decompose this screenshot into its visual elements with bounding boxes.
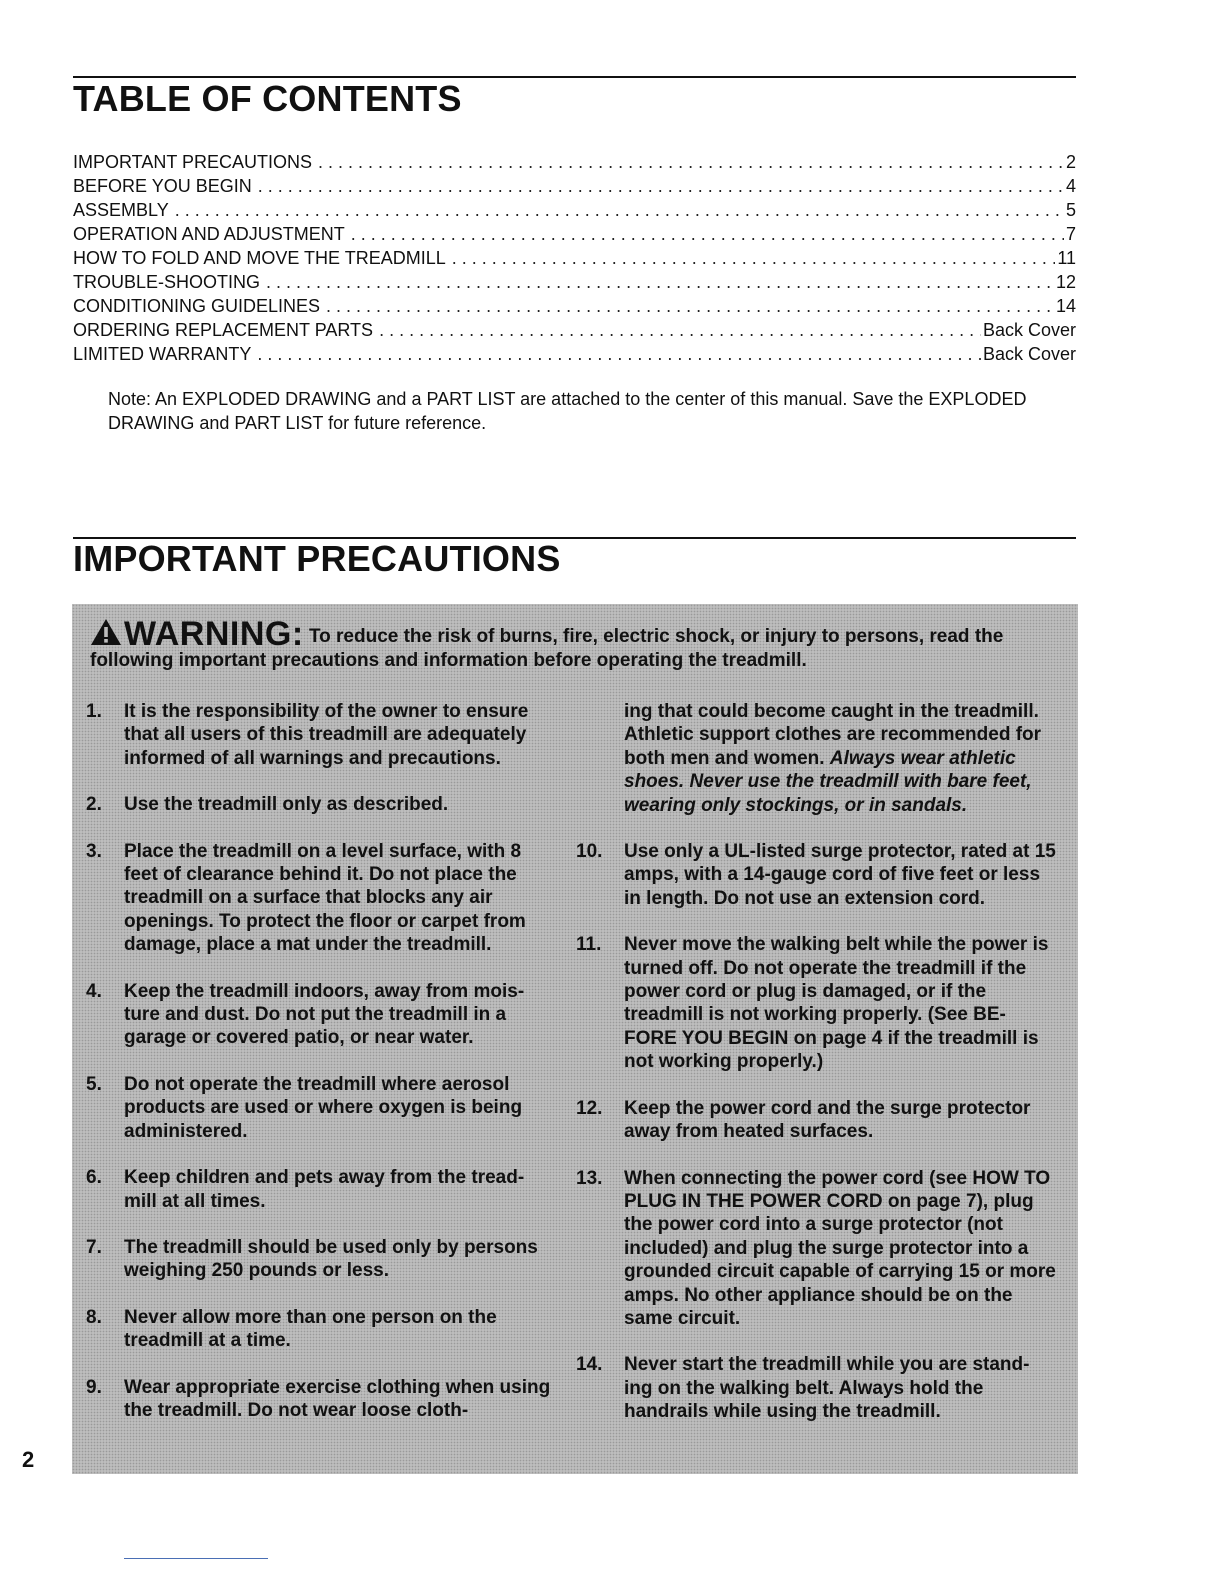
precaution-item: 6. Keep children and pets away from the tread-mill at all times. [86, 1167, 525, 1212]
toc-entry-title: CONDITIONING GUIDELINES [73, 296, 321, 316]
page-number: 2 [22, 1447, 35, 1472]
emphasis-text: Always wear athletic shoes. Never use the treadmill with bare feet, wearing only stockings, or in sandals. [624, 747, 1032, 816]
toc-entry-page: 14 [1055, 296, 1076, 316]
toc-entry[interactable] [73, 294, 1076, 318]
warning-text: To reduce the risk of burns, fire, electric shock, or injury to persons, read the following important precautions and information before operating the treadmill. [90, 626, 1004, 671]
toc-entry-title: TROUBLE-SHOOTING [73, 272, 261, 292]
precaution-item: 2. Use the treadmill only as described. [86, 794, 449, 816]
toc-entry[interactable] [73, 222, 1076, 246]
toc-list [73, 150, 1076, 366]
precaution-item: 3. Place the treadmill on a level surface, with 8 feet of clearance behind it. Do not place the treadmill on a surface that blocks any air openings. To protect the floor or carpet from damage, place a mat under the treadmill. [86, 840, 526, 956]
toc-entry[interactable] [73, 150, 1076, 174]
toc-entry-page: 12 [1055, 272, 1076, 292]
toc-entry-title: HOW TO FOLD AND MOVE THE TREADMILL [73, 248, 446, 268]
toc-entry-page: 4 [1065, 176, 1076, 196]
toc-entry-title: OPERATION AND ADJUSTMENT [73, 224, 345, 244]
precautions-left-column [86, 700, 556, 1445]
toc-entry-title: IMPORTANT PRECAUTIONS [73, 152, 313, 172]
precaution-item: 1. It is the responsibility of the owner to ensure that all users of this treadmill are adequately informed of all warnings and precautions. [86, 701, 529, 769]
toc-entry-page: 2 [1065, 152, 1076, 172]
toc-entry[interactable] [73, 342, 1076, 366]
precautions-right-column [576, 700, 1056, 1447]
precaution-item: 9. Wear appropriate exercise clothing when using the treadmill. Do not wear loose cloth- [86, 1376, 551, 1421]
precaution-item: 7. The treadmill should be used only by persons weighing 250 pounds or less. [86, 1236, 538, 1282]
toc-entry-page: 11 [1057, 248, 1076, 268]
toc-entry-page: Back Cover [982, 344, 1076, 364]
toc-entry[interactable] [73, 198, 1076, 222]
precaution-item-continued: ing that could become caught in the treadmill. Athletic support clothes are recommended for both men and women. Always wear athletic shoes. Never use the treadmill with bare feet, wearing only stockings, or in sandals. [624, 701, 1042, 816]
toc-entry-title: LIMITED WARRANTY [73, 344, 252, 364]
toc-entry-title: ORDERING REPLACEMENT PARTS [73, 320, 374, 340]
precaution-item: 14. Never start the treadmill while you are stand-ing on the walking belt. Always hold the handrails while using the treadmill. [576, 1354, 1030, 1423]
precaution-item: 8. Never allow more than one person on the treadmill at a time. [86, 1306, 497, 1352]
toc-entry-title: ASSEMBLY [73, 200, 169, 220]
toc-title: TABLE OF CONTENTS [73, 78, 462, 119]
toc-entry[interactable] [73, 246, 1076, 270]
toc-entry-page: 5 [1065, 200, 1076, 220]
warning-triangle-icon [90, 618, 122, 646]
toc-entry-page: 7 [1065, 224, 1076, 244]
precaution-item: 12. Keep the power cord and the surge protector away from heated surfaces. [576, 1097, 1031, 1143]
toc-note: Note: An EXPLODED DRAWING and a PART LIST are attached to the center of this manual. Save the EXPLODED DRAWING and PART LIST for future reference. [108, 389, 1027, 433]
precaution-item: 5. Do not operate the treadmill where aerosol products are used or where oxygen is being administered. [86, 1073, 523, 1142]
toc-entry-page: Back Cover [982, 320, 1076, 340]
precaution-item: 10. Use only a UL-listed surge protector, rated at 15 amps, with a 14-gauge cord of five feet or less in length. Do not use an extension cord. [576, 841, 1056, 909]
warning-box [72, 604, 1078, 1474]
warning-label: WARNING: [124, 615, 304, 653]
precaution-item: 4. Keep the treadmill indoors, away from mois-ture and dust. Do not put the treadmill in a garage or covered patio, or near water. [86, 980, 525, 1049]
toc-entry[interactable] [73, 270, 1076, 294]
precautions-title: IMPORTANT PRECAUTIONS [73, 538, 561, 579]
footer-line [124, 1558, 268, 1559]
toc-entry[interactable] [73, 318, 1076, 342]
precaution-item: 11. Never move the walking belt while the power is turned off. Do not operate the treadmill if the power cord or plug is damaged, or if the treadmill is not working properly. (See BE-FORE YOU BEGIN on page 4 if the treadmill is not working properly.) [576, 934, 1049, 1073]
precaution-item: 13. When connecting the power cord (see HOW TO PLUG IN THE POWER CORD on page 7), plug the power cord into a surge protector (not included) and plug the surge protector into a grounded circuit capable of carrying 15 or more amps. No other appliance should be on the same circuit. [576, 1167, 1056, 1329]
toc-entry[interactable] [73, 174, 1076, 198]
warning-header [90, 615, 1060, 673]
toc-entry-title: BEFORE YOU BEGIN [73, 176, 252, 196]
